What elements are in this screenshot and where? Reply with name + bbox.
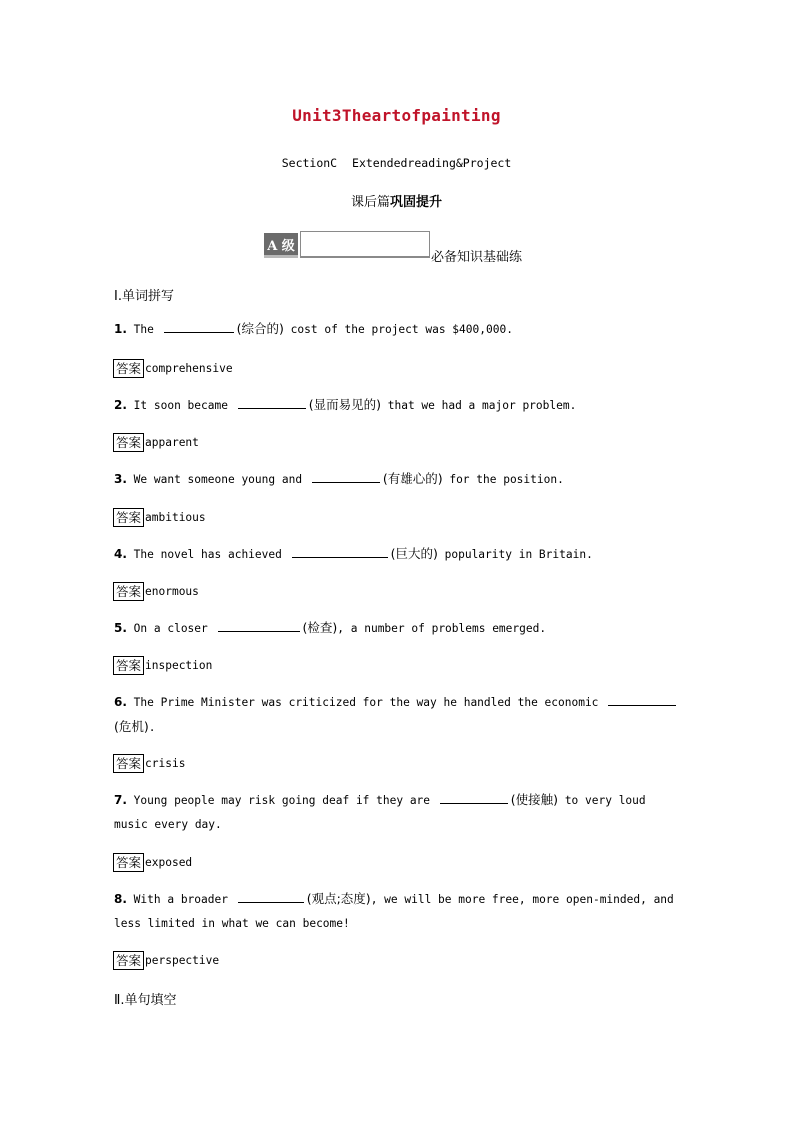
question-number: 2.: [114, 398, 127, 412]
answer-blank: [238, 394, 306, 409]
part-heading-1: Ⅰ.单词拼写: [114, 289, 174, 304]
answer-tag: 答案: [113, 433, 144, 452]
answer-blank: [292, 543, 388, 558]
question-text-before: Young people may risk going deaf if they are: [133, 794, 431, 807]
answer-blank: [238, 888, 304, 903]
answer-blank: [218, 617, 300, 632]
question-text-before: On a closer: [133, 622, 208, 635]
answer-5: [113, 655, 212, 675]
answer-1: [113, 358, 233, 378]
answer-value: perspective: [145, 953, 220, 967]
question-1: [114, 317, 684, 342]
answer-value: inspection: [145, 658, 213, 672]
answer-tag: 答案: [113, 754, 144, 773]
answer-value: exposed: [145, 855, 193, 869]
question-text-after: popularity in Britain.: [444, 548, 593, 561]
answer-7: [113, 852, 192, 872]
question-2: [114, 393, 684, 418]
question-text-after: cost of the project was $400,000.: [290, 323, 513, 336]
answer-blank: [440, 789, 508, 804]
answer-2: [113, 432, 199, 452]
subsection-prefix: 课后篇: [350, 195, 390, 210]
question-number: 1.: [114, 322, 127, 336]
answer-blank: [312, 468, 380, 483]
question-hint: (危机): [114, 719, 149, 734]
question-hint: (观点;态度): [306, 891, 371, 906]
answer-blank: [164, 318, 234, 333]
answer-value: ambitious: [145, 510, 206, 524]
subsection-heading: [0, 191, 793, 210]
answer-blank: [608, 691, 676, 706]
question-text-before: With a broader: [133, 893, 228, 906]
question-text-after: , we will be more free, more open-minded, and less limited in what we can become!: [114, 893, 674, 930]
answer-value: apparent: [145, 435, 199, 449]
subsection-bold: 巩固提升: [390, 195, 443, 210]
question-number: 8.: [114, 892, 127, 906]
document-title: Unit3Theartofpainting: [292, 106, 501, 125]
question-hint: (检查): [302, 620, 338, 635]
question-7: [114, 788, 684, 837]
question-text-after: for the position.: [449, 473, 564, 486]
question-hint: (巨大的): [390, 546, 438, 561]
question-text-before: The Prime Minister was criticized for the way he handled the economic: [133, 696, 599, 709]
answer-tag: 答案: [113, 582, 144, 601]
answer-value: crisis: [145, 756, 186, 770]
answer-8: [113, 950, 219, 970]
question-5: [114, 616, 684, 641]
answer-4: [113, 581, 199, 601]
question-text-after: to very loud music every day.: [114, 794, 646, 831]
question-text-after: .: [148, 721, 156, 734]
question-number: 3.: [114, 472, 127, 486]
question-text-after: , a number of problems emerged.: [337, 622, 547, 635]
question-8: [114, 887, 684, 936]
question-number: 7.: [114, 793, 127, 807]
answer-value: enormous: [145, 584, 199, 598]
answer-tag: 答案: [113, 508, 144, 527]
question-hint: (综合的): [236, 321, 284, 336]
question-text-after: that we had a major problem.: [387, 399, 577, 412]
section-heading: SectionC Extendedreading&Project: [281, 156, 512, 170]
question-text-before: The: [133, 323, 154, 336]
level-text: 必备知识基础练: [431, 250, 523, 265]
level-label-box: [300, 231, 430, 258]
answer-tag: 答案: [113, 359, 144, 378]
question-hint: (使接触): [510, 792, 559, 807]
question-number: 5.: [114, 621, 127, 635]
level-badge: A 级: [264, 233, 298, 255]
answer-6: [113, 753, 185, 773]
answer-value: comprehensive: [145, 361, 233, 375]
answer-tag: 答案: [113, 656, 144, 675]
question-text-before: The novel has achieved: [133, 548, 282, 561]
question-hint: (显而易见的): [308, 397, 381, 412]
question-hint: (有雄心的): [382, 471, 443, 486]
answer-3: [113, 507, 206, 527]
answer-tag: 答案: [113, 951, 144, 970]
question-text-before: We want someone young and: [133, 473, 303, 486]
question-number: 6.: [114, 695, 127, 709]
question-number: 4.: [114, 547, 127, 561]
part-heading-2: Ⅱ.单句填空: [114, 993, 177, 1008]
question-6: [114, 690, 684, 740]
question-4: [114, 542, 684, 567]
question-3: [114, 467, 684, 492]
question-text-before: It soon became: [133, 399, 228, 412]
answer-tag: 答案: [113, 853, 144, 872]
